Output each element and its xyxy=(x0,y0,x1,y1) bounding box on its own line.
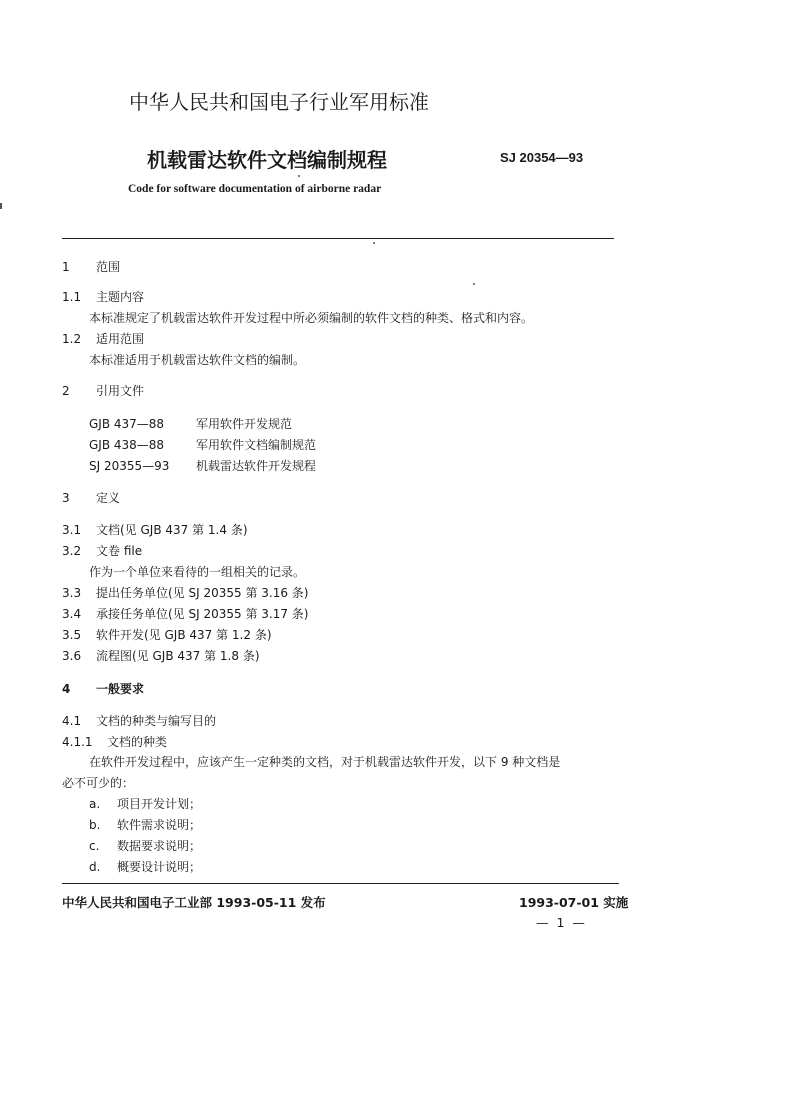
paragraph: 本标准适用于机载雷达软件文档的编制。 xyxy=(89,353,306,367)
paragraph-continuation: 必不可少的： xyxy=(62,776,135,790)
standard-number: SJ 20354—93 xyxy=(500,150,584,165)
standard-category-heading: 中华人民共和国电子行业军用标准 xyxy=(129,90,429,114)
definition-item: 3.3 提出任务单位(见 SJ 20355 第 3.16 条) xyxy=(62,586,309,600)
definition-item: 3.6 流程图(见 GJB 437 第 1.8 条) xyxy=(62,649,260,663)
issue-date: 中华人民共和国电子工业部 1993-05-11 发布 xyxy=(62,895,326,910)
page-number: — 1 — xyxy=(536,915,587,930)
list-item: a. 项目开发计划； xyxy=(89,797,202,811)
definition-item: 3.1 文档(见 GJB 437 第 1.4 条) xyxy=(62,523,248,537)
definition-item: 3.2 文卷 file xyxy=(62,544,143,558)
document-title: 机载雷达软件文档编制规程 xyxy=(147,148,387,172)
definition-item: 3.4 承接任务单位(见 SJ 20355 第 3.17 条) xyxy=(62,607,309,621)
scan-mark xyxy=(298,175,300,177)
list-item: b. 软件需求说明； xyxy=(89,818,202,832)
reference-item: GJB 437—88 军用软件开发规范 xyxy=(89,417,293,431)
subsection-heading: 4.1.1 文档的种类 xyxy=(62,735,168,749)
scan-mark xyxy=(0,203,2,209)
scan-mark xyxy=(373,242,375,244)
section-heading: 2 引用文件 xyxy=(62,384,145,398)
subsection-heading: 1.1 主题内容 xyxy=(62,290,145,304)
paragraph: 在软件开发过程中，应该产生一定种类的文档，对于机载雷达软件开发，以下 9 种文档是 xyxy=(89,755,561,769)
list-item: d. 概要设计说明； xyxy=(89,860,202,874)
footer-divider xyxy=(62,883,619,884)
section-heading: 1 范围 xyxy=(62,260,121,274)
reference-item: GJB 438—88 军用软件文档编制规范 xyxy=(89,438,317,452)
subsection-heading: 1.2 适用范围 xyxy=(62,332,145,346)
paragraph: 本标准规定了机载雷达软件开发过程中所必须编制的软件文档的种类、格式和内容。 xyxy=(89,311,534,325)
effective-date: 1993-07-01 实施 xyxy=(519,895,629,910)
header-divider xyxy=(62,238,614,239)
subsection-heading: 4.1 文档的种类与编写目的 xyxy=(62,714,217,728)
definition-item: 3.5 软件开发(见 GJB 437 第 1.2 条) xyxy=(62,628,272,642)
scan-mark xyxy=(473,283,475,285)
english-title: Code for software documentation of airborne radar xyxy=(128,183,382,195)
reference-item: SJ 20355—93 机载雷达软件开发规程 xyxy=(89,459,317,473)
definition-description: 作为一个单位来看待的一组相关的记录。 xyxy=(89,565,306,579)
section-heading: 3 定义 xyxy=(62,491,121,505)
section-heading: 4 一般要求 xyxy=(62,682,145,696)
list-item: c. 数据要求说明； xyxy=(89,839,202,853)
